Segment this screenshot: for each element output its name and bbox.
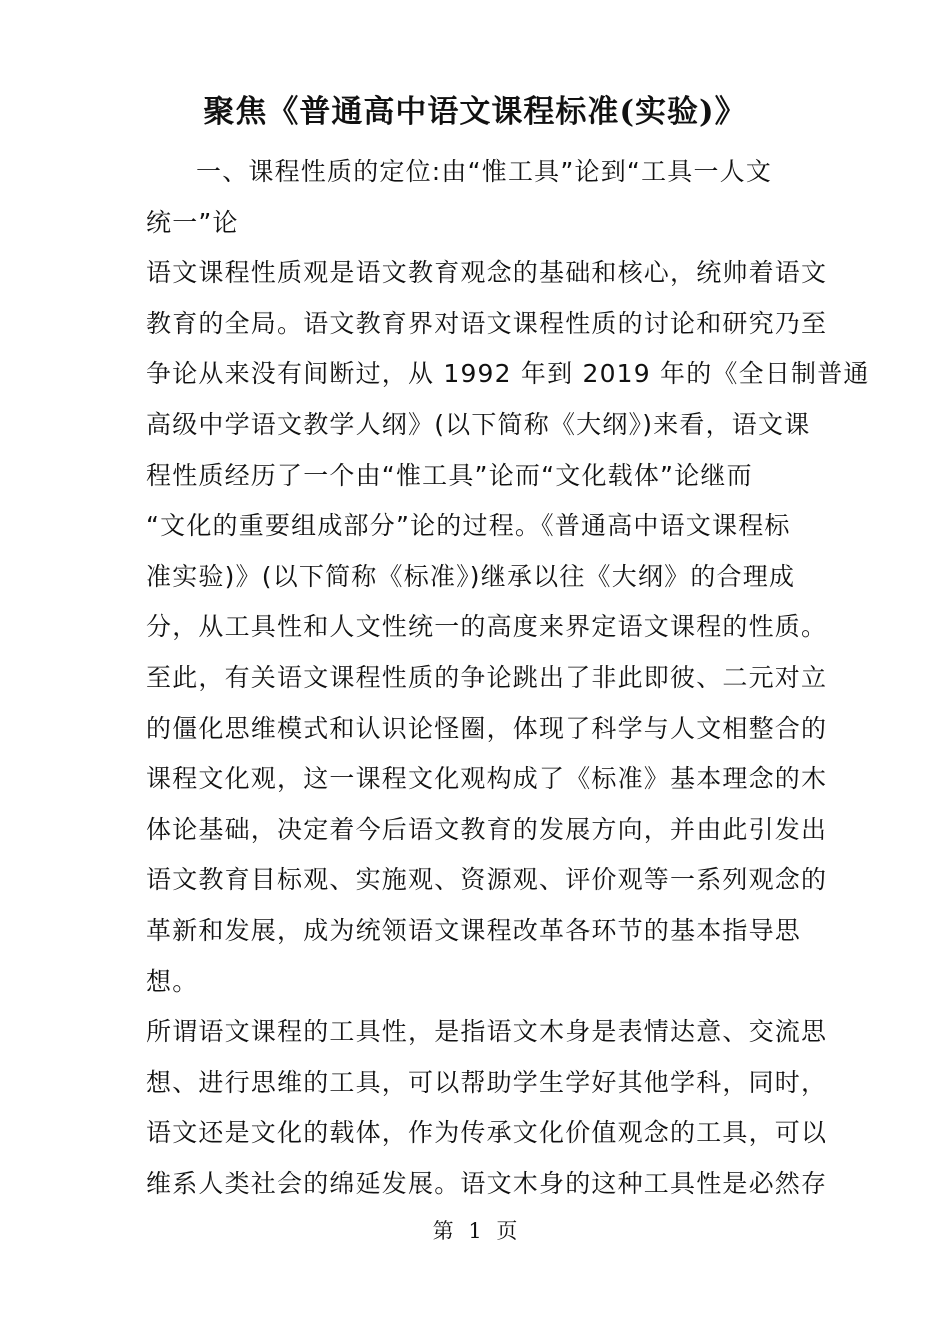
paragraph-line: 革新和发展，成为统领语文课程改革各环节的基本指导思 — [146, 915, 802, 945]
document-body — [146, 147, 870, 1209]
paragraph-line: 语文还是文化的载体，作为传承文化价值观念的工具，可以 — [146, 1118, 828, 1148]
paragraph-line: 课程文化观，这一课程文化观构成了《标准》基本理念的木 — [146, 764, 828, 794]
paragraph-line: 至此，有关语文课程性质的争论跳出了非此即彼、二元对立 — [146, 662, 828, 692]
paragraph-line: 的僵化思维模式和认识论怪圈，体现了科学与人文相整合的 — [146, 713, 828, 743]
paragraph-line: 准实验)》(以下简称《标准》)继承以往《大纲》的合理成 — [146, 561, 796, 591]
document-title: 聚焦《普通高中语文课程标准(实验)》 — [203, 94, 747, 130]
paragraph-line: 想、进行思维的工具，可以帮助学生学好其他学科，同时， — [146, 1067, 828, 1097]
paragraph-line: 所谓语文课程的工具性，是指语文木身是表情达意、交流思 — [146, 1017, 828, 1047]
section-heading-line-1: 一、课程性质的定位:由“惟工具”论到“工具一人文 — [196, 157, 773, 186]
paragraph-line: 维系人类社会的绵延发展。语文木身的这种工具性是必然存 — [146, 1168, 828, 1198]
paragraph-line: 争论从来没有间断过，从 1992 年到 2019 年的《全日制普通 — [146, 359, 870, 389]
paragraph-line: 程性质经历了一个由“惟工具”论而“文化载体”论继而 — [146, 460, 753, 490]
paragraph-line: “文化的重要组成部分”论的过程。《普通高中语文课程标 — [146, 511, 791, 541]
paragraph-line: 体论基础，决定着今后语文教育的发展方向，并由此引发出 — [146, 814, 828, 844]
paragraph-line: 语文教育目标观、实施观、资源观、评价观等一系列观念的 — [146, 865, 828, 895]
page-number-footer: 第 1 页 — [432, 1219, 518, 1243]
paragraph-line: 高级中学语文教学人纲》(以下简称《大纲》)来看，语文课 — [146, 409, 811, 439]
paragraph-line: 语文课程性质观是语文教育观念的基础和核心，统帅着语文 — [146, 258, 828, 288]
paragraph-line: 教育的全局。语文教育界对语文课程性质的讨论和研究乃至 — [146, 308, 828, 338]
paragraph-line: 分，从工具性和人文性统一的高度来界定语文课程的性质。 — [146, 612, 828, 642]
paragraph-line: 想。 — [146, 966, 199, 996]
section-heading-line-2: 统一”论 — [146, 207, 239, 237]
